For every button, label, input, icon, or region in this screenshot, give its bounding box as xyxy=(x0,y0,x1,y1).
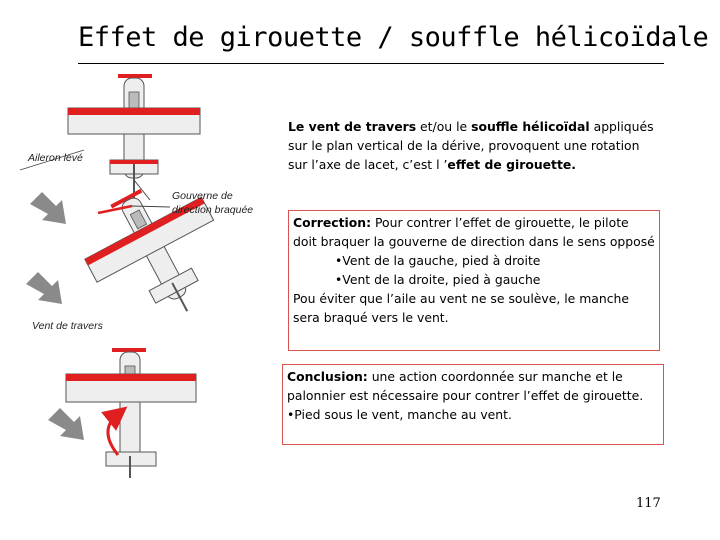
rotation-arrow-icon xyxy=(108,414,118,455)
wind-arrow-middle xyxy=(26,272,62,304)
conclusion-text: une action coordonnée sur manche et le palonnier est nécessaire pour contrer l’effet de girouette. xyxy=(287,369,644,403)
conclusion-box xyxy=(282,364,664,445)
wind-arrow-bottom xyxy=(48,408,84,440)
correction-text: Pour contrer l’effet de girouette, le pilote doit braquer la gouverne de direction dans le sens opposé xyxy=(293,215,655,249)
conclusion-bullet: •Pied sous le vent, manche au vent. xyxy=(287,407,512,422)
vent-label: Vent de travers xyxy=(32,320,103,332)
intro-rest: appliqués sur le plan vertical de la dérive, provoquent une rotation sur l’axe de lacet, c’est l ’ xyxy=(288,119,654,172)
correction-heading: Correction: xyxy=(293,215,372,230)
airplane-top xyxy=(68,76,200,200)
correction-bullet-2: •Vent de la droite, pied à gauche xyxy=(335,272,541,287)
conclusion-intro xyxy=(287,367,659,405)
gouverne-label-line2: direction braquée xyxy=(172,204,254,216)
correction-intro xyxy=(293,213,655,251)
intro-normal-1: et/ou le xyxy=(416,119,472,134)
airplane-bottom xyxy=(66,350,196,478)
intro-paragraph xyxy=(288,117,658,174)
correction-box xyxy=(288,210,660,351)
intro-bold-1: Le vent de travers xyxy=(288,119,417,134)
intro-bold-3: effet de girouette. xyxy=(447,157,577,172)
page-title: Effet de girouette / souffle hélicoïdale xyxy=(78,22,709,53)
conclusion-heading: Conclusion: xyxy=(287,369,368,384)
aileron-label: Aileron levé xyxy=(28,152,83,164)
correction-bullet-1: •Vent de la gauche, pied à droite xyxy=(335,253,541,268)
page-number: 117 xyxy=(636,496,661,511)
gouverne-label-line1: Gouverne de xyxy=(172,190,233,202)
correction-tail: Pou éviter que l’aile au vent ne se soulève, le manche sera braqué vers le vent. xyxy=(293,291,630,325)
intro-bold-2: souffle hélicoïdal xyxy=(471,119,590,134)
wind-arrow-top xyxy=(30,192,66,224)
